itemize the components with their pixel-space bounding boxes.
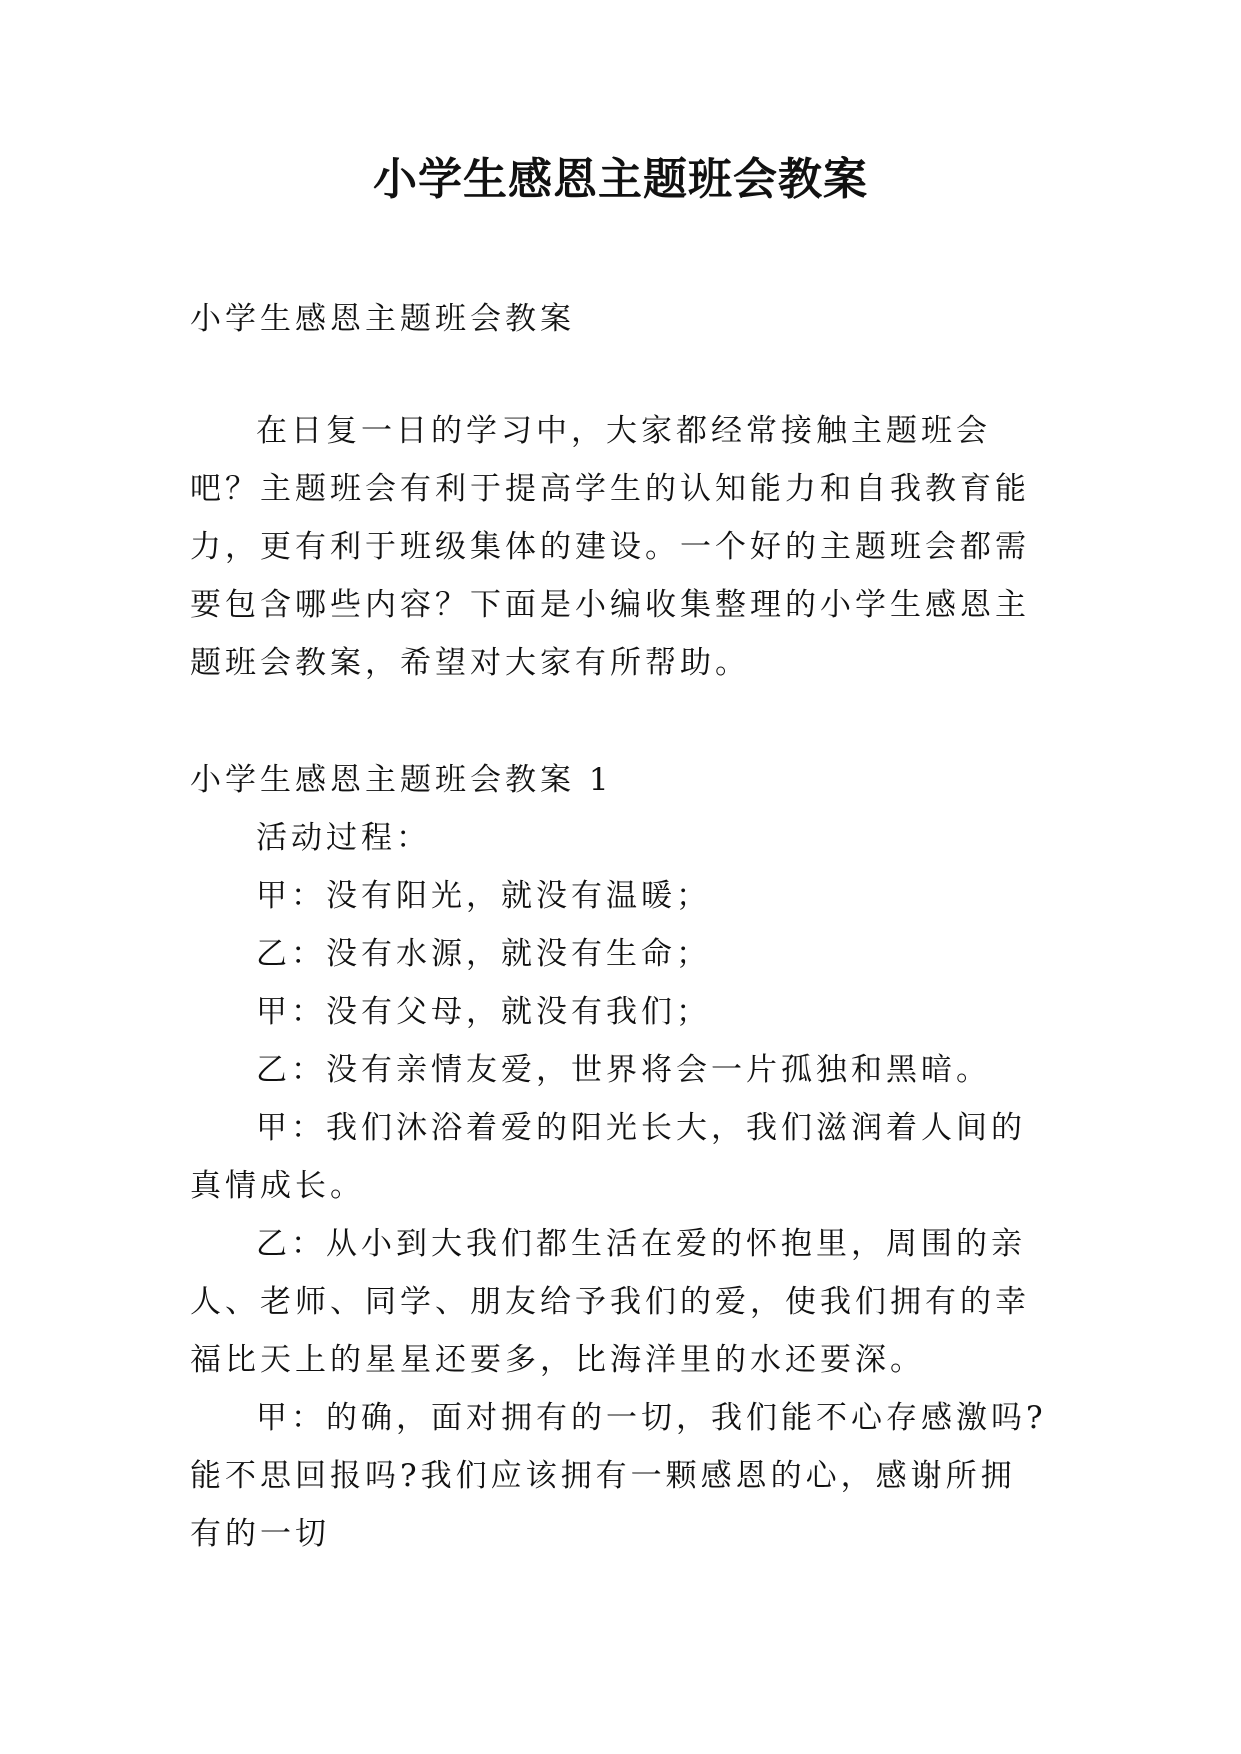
- dialogue-line: 乙：没有水源，就没有生命；: [256, 936, 711, 972]
- dialogue-line: 乙：没有亲情友爱，世界将会一片孤独和黑暗。: [256, 1052, 991, 1088]
- document-title: 小学生感恩主题班会教案: [373, 154, 868, 205]
- document-subtitle: 小学生感恩主题班会教案: [190, 301, 575, 337]
- dialogue-line: 甲：没有阳光，就没有温暖；: [256, 878, 711, 914]
- dialogue-line: 甲：我们沐浴着爱的阳光长大，我们滋润着人间的真情成长。: [190, 1110, 1026, 1204]
- dialogue-line: 甲：的确，面对拥有的一切，我们能不心存感激吗?能不思回报吗?我们应该拥有一颗感恩的心，感谢所拥有的一切: [190, 1400, 1047, 1552]
- dialogue-line: 甲：没有父母，就没有我们；: [256, 994, 711, 1030]
- section-heading: 小学生感恩主题班会教案 1: [190, 762, 613, 798]
- intro-paragraph: 在日复一日的学习中，大家都经常接触主题班会吧？主题班会有利于提高学生的认知能力和自我教育能力，更有利于班级集体的建设。一个好的主题班会都需要包含哪些内容？下面是小编收集整理的小学生感恩主题班会教案，希望对大家有所帮助。: [190, 413, 1030, 681]
- activity-process-label: 活动过程：: [256, 820, 431, 856]
- dialogue-line: 乙：从小到大我们都生活在爱的怀抱里，周围的亲人、老师、同学、朋友给予我们的爱，使我们拥有的幸福比天上的星星还要多，比海洋里的水还要深。: [190, 1226, 1030, 1378]
